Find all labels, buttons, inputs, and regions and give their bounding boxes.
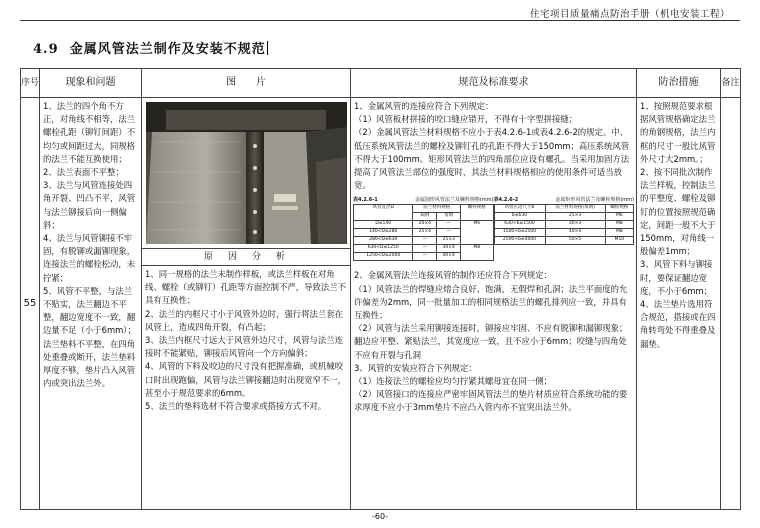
flange-photo <box>146 102 347 244</box>
t2-cell: M8 <box>605 229 633 237</box>
spec-item: 3、风管的安装应符合下列规定： <box>354 362 477 373</box>
round-duct-table <box>353 197 494 261</box>
header-spec: 规范及标准要求 <box>351 69 637 98</box>
t2-cell: M10 <box>605 237 633 245</box>
cause-item: 4、风管的下料及咬边的尺寸没有把握准确，或机械咬口时出现跑偏，风管与法兰铆接翻边时出现宽窄不一，甚至小于规范要求的6mm。 <box>145 361 346 398</box>
header-seq: 序号 <box>21 69 40 98</box>
t1-cell: 25×4 <box>413 229 437 237</box>
t2-h0: 风管长边尺寸b <box>494 205 545 213</box>
cause-item: 2、法兰的内框尺寸小于风管外边时，强行将法兰套在风管上，造成四角开裂，有凸起； <box>145 308 343 332</box>
t1-bolt: M6 <box>461 221 493 245</box>
t1-cell: D≤140 <box>354 221 413 229</box>
header-remarks: 备注 <box>721 69 741 98</box>
spec-item: （1）连接法兰的螺栓应均匀拧紧其螺母宜在同一侧； <box>354 376 552 387</box>
t1-cell: 1250<D≤2000 <box>354 253 413 261</box>
picture-cell <box>142 98 351 510</box>
manual-title: 住宅项目质量痛点防治手册（机电安装工程） <box>529 9 730 20</box>
spec-tables <box>351 194 636 263</box>
remarks-cell <box>721 98 741 510</box>
spec-item: （2）风管接口的连接应严密牢固风管法兰的垫片材质应符合系统功能的要求厚度不应小于3mm垫片不应凸入管内亦不宜突出法兰外。 <box>354 389 628 413</box>
measure-item: 4、法兰垫片选用符合规范，搭接或在四角转弯处不得重叠及漏垫。 <box>640 299 716 349</box>
phenomenon-item: 2、法兰表面不平整； <box>43 167 124 178</box>
t1-cell: 20×4 <box>413 221 437 229</box>
t1-cell: 25×3 <box>437 237 461 245</box>
t1-cell: — <box>437 221 461 229</box>
section-number: 4.9 <box>33 42 59 57</box>
quality-table <box>20 68 741 510</box>
t2-cell: 2500<b≤4000 <box>494 237 545 245</box>
cause-item: 5、法兰的垫料选材不符合要求或搭接方式不对。 <box>145 401 327 412</box>
table1-label: 表4.2.6-1 <box>353 197 378 204</box>
page-number: -60- <box>372 512 388 521</box>
page-header <box>0 0 760 22</box>
header-picture: 图 片 <box>142 69 351 98</box>
spec-item: （2）金属风管法兰材料规格不应小于表4.2.6-1或表4.2.6-2的规定。中、低压系统风管法兰的螺栓及铆钉孔的孔距不得大于150mm；高压系统风管不得大于100mm。矩形风管法兰的四角部位应设有螺孔。当采用加固方法提高了风管法兰部位的强度时，其法兰材料规格相应的使用条件可适当放宽。 <box>354 127 630 191</box>
phenomenon-item: 法兰垫料不平整，在四角处重叠或断开，法兰垫料厚度不够，垫片凸入风管内或突出法兰外。 <box>43 338 136 389</box>
spec-item: （1）风管板材拼接的咬口缝应错开，不得有十字型拼接缝； <box>354 114 578 125</box>
header-phenomenon: 现象和问题 <box>40 69 142 98</box>
t1-cell: — <box>437 229 461 237</box>
table2-title: 金属矩形风管法兰及螺栓规格(mm) <box>555 197 634 204</box>
spec-item: （2）风管与法兰采用铆接连接时，铆接应牢固、不应有脱铆和漏铆现象；翻边应平整、紧贴法兰，其宽度应一致，且不应小于6mm；咬缝与四角处不应有开裂与孔洞 <box>354 323 628 360</box>
t1-sh1: 角钢 <box>437 213 461 221</box>
measure-item: 1、按照规范要求根据风管规格确定法兰的角钢规格，法兰内框的尺寸一般比风管外尺寸大2mm。； <box>640 101 716 164</box>
photo-frame <box>142 98 350 249</box>
measures-cell <box>637 98 721 510</box>
measure-item: 3、风管下料与铆接时，要保证翻边宽度，不小于6mm； <box>640 259 713 296</box>
t1-sh0: 扁钢 <box>413 213 437 221</box>
spec-item: （1）风管法兰的焊缝应熔合良好、饱满，无假焊和孔洞；法兰平面度的允许偏差为2mm，同一批量加工的相同规格法兰的螺孔排列应一致，并具有互换性； <box>354 283 628 321</box>
t2-cell: 30×3 <box>545 221 605 229</box>
t2-cell: M8 <box>605 221 633 229</box>
t1-cell: 40×4 <box>437 253 461 261</box>
t1-h2: 螺栓规格 <box>461 205 493 221</box>
spec-item: 1、金属风管的连接应符合下列规定： <box>354 101 494 111</box>
table1-title: 金属圆形风管法兰及螺栓规格(mm) <box>414 197 494 204</box>
header-rule <box>20 20 740 21</box>
phenomenon-item: 1、法兰的四个角不方正，对角线不相等，法兰螺栓孔距（铆钉间距）不均匀或间距过大，同规格的法兰不能互换使用； <box>43 101 136 164</box>
t1-cell: 630<D≤1250 <box>354 245 413 253</box>
t2-cell: 1500<b≤2500 <box>494 229 545 237</box>
t1-cell: — <box>413 237 437 245</box>
t1-h1: 法兰材料规格 <box>413 205 461 213</box>
phenomenon-item: 3、法兰与风管连接处四角开裂、凹凸不平，风管与法兰铆接后向一侧偏斜； <box>43 180 136 230</box>
t1-cell: — <box>413 253 437 261</box>
t2-cell: 40×4 <box>545 229 605 237</box>
t1-bolt: M8 <box>461 245 493 261</box>
t2-cell: 25×3 <box>545 213 605 221</box>
t1-h0: 风管直径D <box>354 205 413 221</box>
spec-cell <box>351 98 637 510</box>
t2-h2: 螺栓规格 <box>605 205 633 213</box>
table2-label: 表4.2.6-2 <box>493 197 519 204</box>
phenomenon-cell <box>40 98 142 510</box>
section-heading <box>33 38 268 57</box>
row-seq: 55 <box>21 98 40 510</box>
cause-item: 3、法兰内框尺寸远大于风管外边尺寸，风管与法兰连接时不能紧贴，铆接后风管向一个方向偏斜； <box>145 335 343 359</box>
t1-cell: 30×4 <box>437 245 461 253</box>
text-cursor <box>267 41 268 55</box>
rect-duct-table <box>494 197 635 261</box>
table-row <box>21 98 741 510</box>
t2-cell: M6 <box>605 213 633 221</box>
spec-item: 2、金属风管法兰连接风管的制作还应符合下列规定： <box>354 270 552 281</box>
measure-item: 2、按不同批次制作法兰样板，控制法兰的平整度、螺栓及铆钉的位置按照规范确定，间距一般不大于150mm，对角线一般偏差1mm； <box>640 167 716 257</box>
t2-cell: 50×5 <box>545 237 605 245</box>
cause-item: 1、同一规格的法兰未制作样板，或法兰样板在对角线、螺栓（或铆钉）孔距等方面控制不严，导致法兰不具有互换性； <box>145 269 346 306</box>
photo-caption: 原 因 分 析 <box>142 249 350 266</box>
t1-cell: — <box>413 245 437 253</box>
t2-h1: 法兰材料规格(角钢) <box>545 205 605 213</box>
header-measures: 防治措施 <box>637 69 721 98</box>
section-title: 金属风管法兰制作及安装不规范 <box>69 42 266 57</box>
t2-cell: 630<b≤1500 <box>494 221 545 229</box>
t1-cell: 140<D≤280 <box>354 229 413 237</box>
table-header-row <box>21 69 741 98</box>
phenomenon-item: 4、法兰与风管铆接不牢固，有脱铆或漏铆现象，连接法兰的螺栓松动，未拧紧； <box>43 233 136 283</box>
phenomenon-item: 5、风管不平整，与法兰不贴实，法兰翻边不平整，翻边宽度不一致，翻边量不足（小于6mm）； <box>43 285 136 336</box>
t1-cell: 280<D≤630 <box>354 237 413 245</box>
t2-cell: b≤630 <box>494 213 545 221</box>
